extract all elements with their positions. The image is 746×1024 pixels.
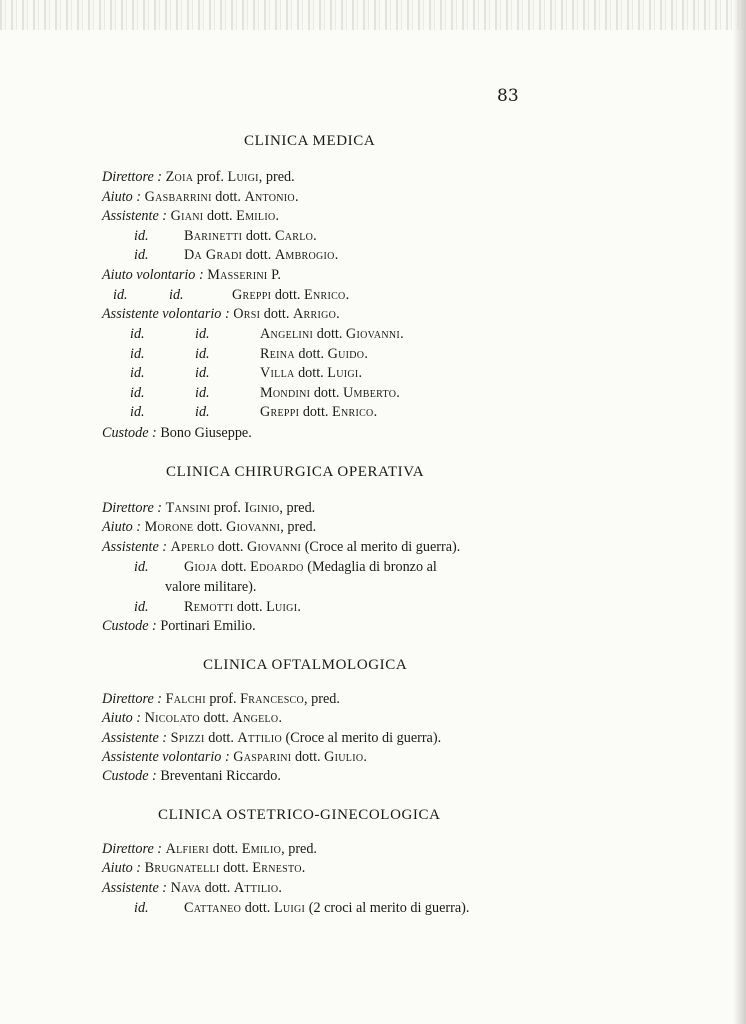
entry-line: Aiuto : Brugnatelli dott. Ernesto. xyxy=(102,860,306,876)
entry-line: Assistente : Aperlo dott. Giovanni (Croce al merito di guerra). xyxy=(102,539,461,555)
entry-line: id. Gioja dott. Edoardo (Medaglia di bronzo al xyxy=(134,559,437,575)
entry-line: Custode : Portinari Emilio. xyxy=(102,618,256,634)
entry-line: id. id. Mondini dott. Umberto. xyxy=(130,385,400,401)
entry-line: id. Cattaneo dott. Luigi (2 croci al merito di guerra). xyxy=(134,900,470,916)
entry-line: Assistente volontario : Gasparini dott. Giulio. xyxy=(102,749,367,765)
scan-edge-right xyxy=(732,0,746,1024)
entry-line: Direttore : Alfieri dott. Emilio, pred. xyxy=(102,841,317,857)
document-page: 83 CLINICA MEDICA Direttore : Zoia prof. Luigi, pred. Aiuto : Gasbarrini dott. Antonio. Assistente : Giani dott. Emilio. id. Barinetti dott. Carlo. id. Da Gradi dott. Ambrogio. Aiuto volontario : Masserini P. id. id. Greppi dott. Enrico. Assistente volontario : Orsi dott. Arrigo. id. id. Angelini dott. Giovanni. id. id. Reina dott. Guido. id. id. Villa dott. Luigi. id. id. Mondini dott. Umberto. id. id. Greppi dott. Enrico. Custode : Bono Giuseppe. CLINICA CHIRURGICA OPERATIVA Direttore : Tansini prof. Iginio, pred. Aiuto : Morone dott. Giovanni, pred. Assistente : Aperlo dott. Giovanni (Croce al merito di guerra). id. Gioja dott. Edoardo (Medaglia di bronzo al valore militare). id. Remotti dott. Luigi. Custode : Portinari Emilio. CLINICA OFTALMOLOGICA Direttore : Falchi prof. Francesco, pred. Aiuto : Nicolato dott. Angelo. Assistente : Spizzi dott. Attilio (Croce al merito di guerra). Assistente volontario : Gasparini dott. Giulio. Custode : Breventani Riccardo. CLINICA OSTETRICO-GINECOLOGICA Direttore : Alfieri dott. Emilio, pred. Aiuto : Brugnatelli dott. Ernesto. Assistente : Nava dott. Attilio. id. Cattaneo dott. Luigi (2 croci al merito di guerra). xyxy=(0,0,746,1024)
entry-line: Aiuto : Gasbarrini dott. Antonio. xyxy=(102,189,299,205)
scan-noise-top xyxy=(0,0,746,30)
entry-line: Aiuto volontario : Masserini P. xyxy=(102,267,281,283)
entry-line: Direttore : Tansini prof. Iginio, pred. xyxy=(102,500,316,516)
entry-line: id. Barinetti dott. Carlo. xyxy=(134,228,317,244)
entry-line: Direttore : Zoia prof. Luigi, pred. xyxy=(102,169,295,185)
entry-line: id. id. Reina dott. Guido. xyxy=(130,346,368,362)
entry-line: Assistente : Nava dott. Attilio. xyxy=(102,880,282,896)
entry-line: id. id. Greppi dott. Enrico. xyxy=(113,287,350,303)
entry-line: Assistente : Giani dott. Emilio. xyxy=(102,208,280,224)
entry-line: id. id. Angelini dott. Giovanni. xyxy=(130,326,404,342)
entry-line: id. Remotti dott. Luigi. xyxy=(134,599,301,615)
entry-line: Custode : Breventani Riccardo. xyxy=(102,768,281,784)
entry-line: Direttore : Falchi prof. Francesco, pred. xyxy=(102,691,340,707)
entry-line: Aiuto : Morone dott. Giovanni, pred. xyxy=(102,519,317,535)
entry-line: Assistente volontario : Orsi dott. Arrigo. xyxy=(102,306,340,322)
entry-line: id. Da Gradi dott. Ambrogio. xyxy=(134,247,339,263)
entry-line: id. id. Villa dott. Luigi. xyxy=(130,365,363,381)
entry-line: id. id. Greppi dott. Enrico. xyxy=(130,404,378,420)
entry-line: Assistente : Spizzi dott. Attilio (Croce al merito di guerra). xyxy=(102,730,442,746)
entry-line: Custode : Bono Giuseppe. xyxy=(102,425,252,441)
entry-line-continuation: valore militare). xyxy=(165,579,257,595)
page-number: 83 xyxy=(497,86,519,106)
entry-line: Aiuto : Nicolato dott. Angelo. xyxy=(102,710,283,726)
